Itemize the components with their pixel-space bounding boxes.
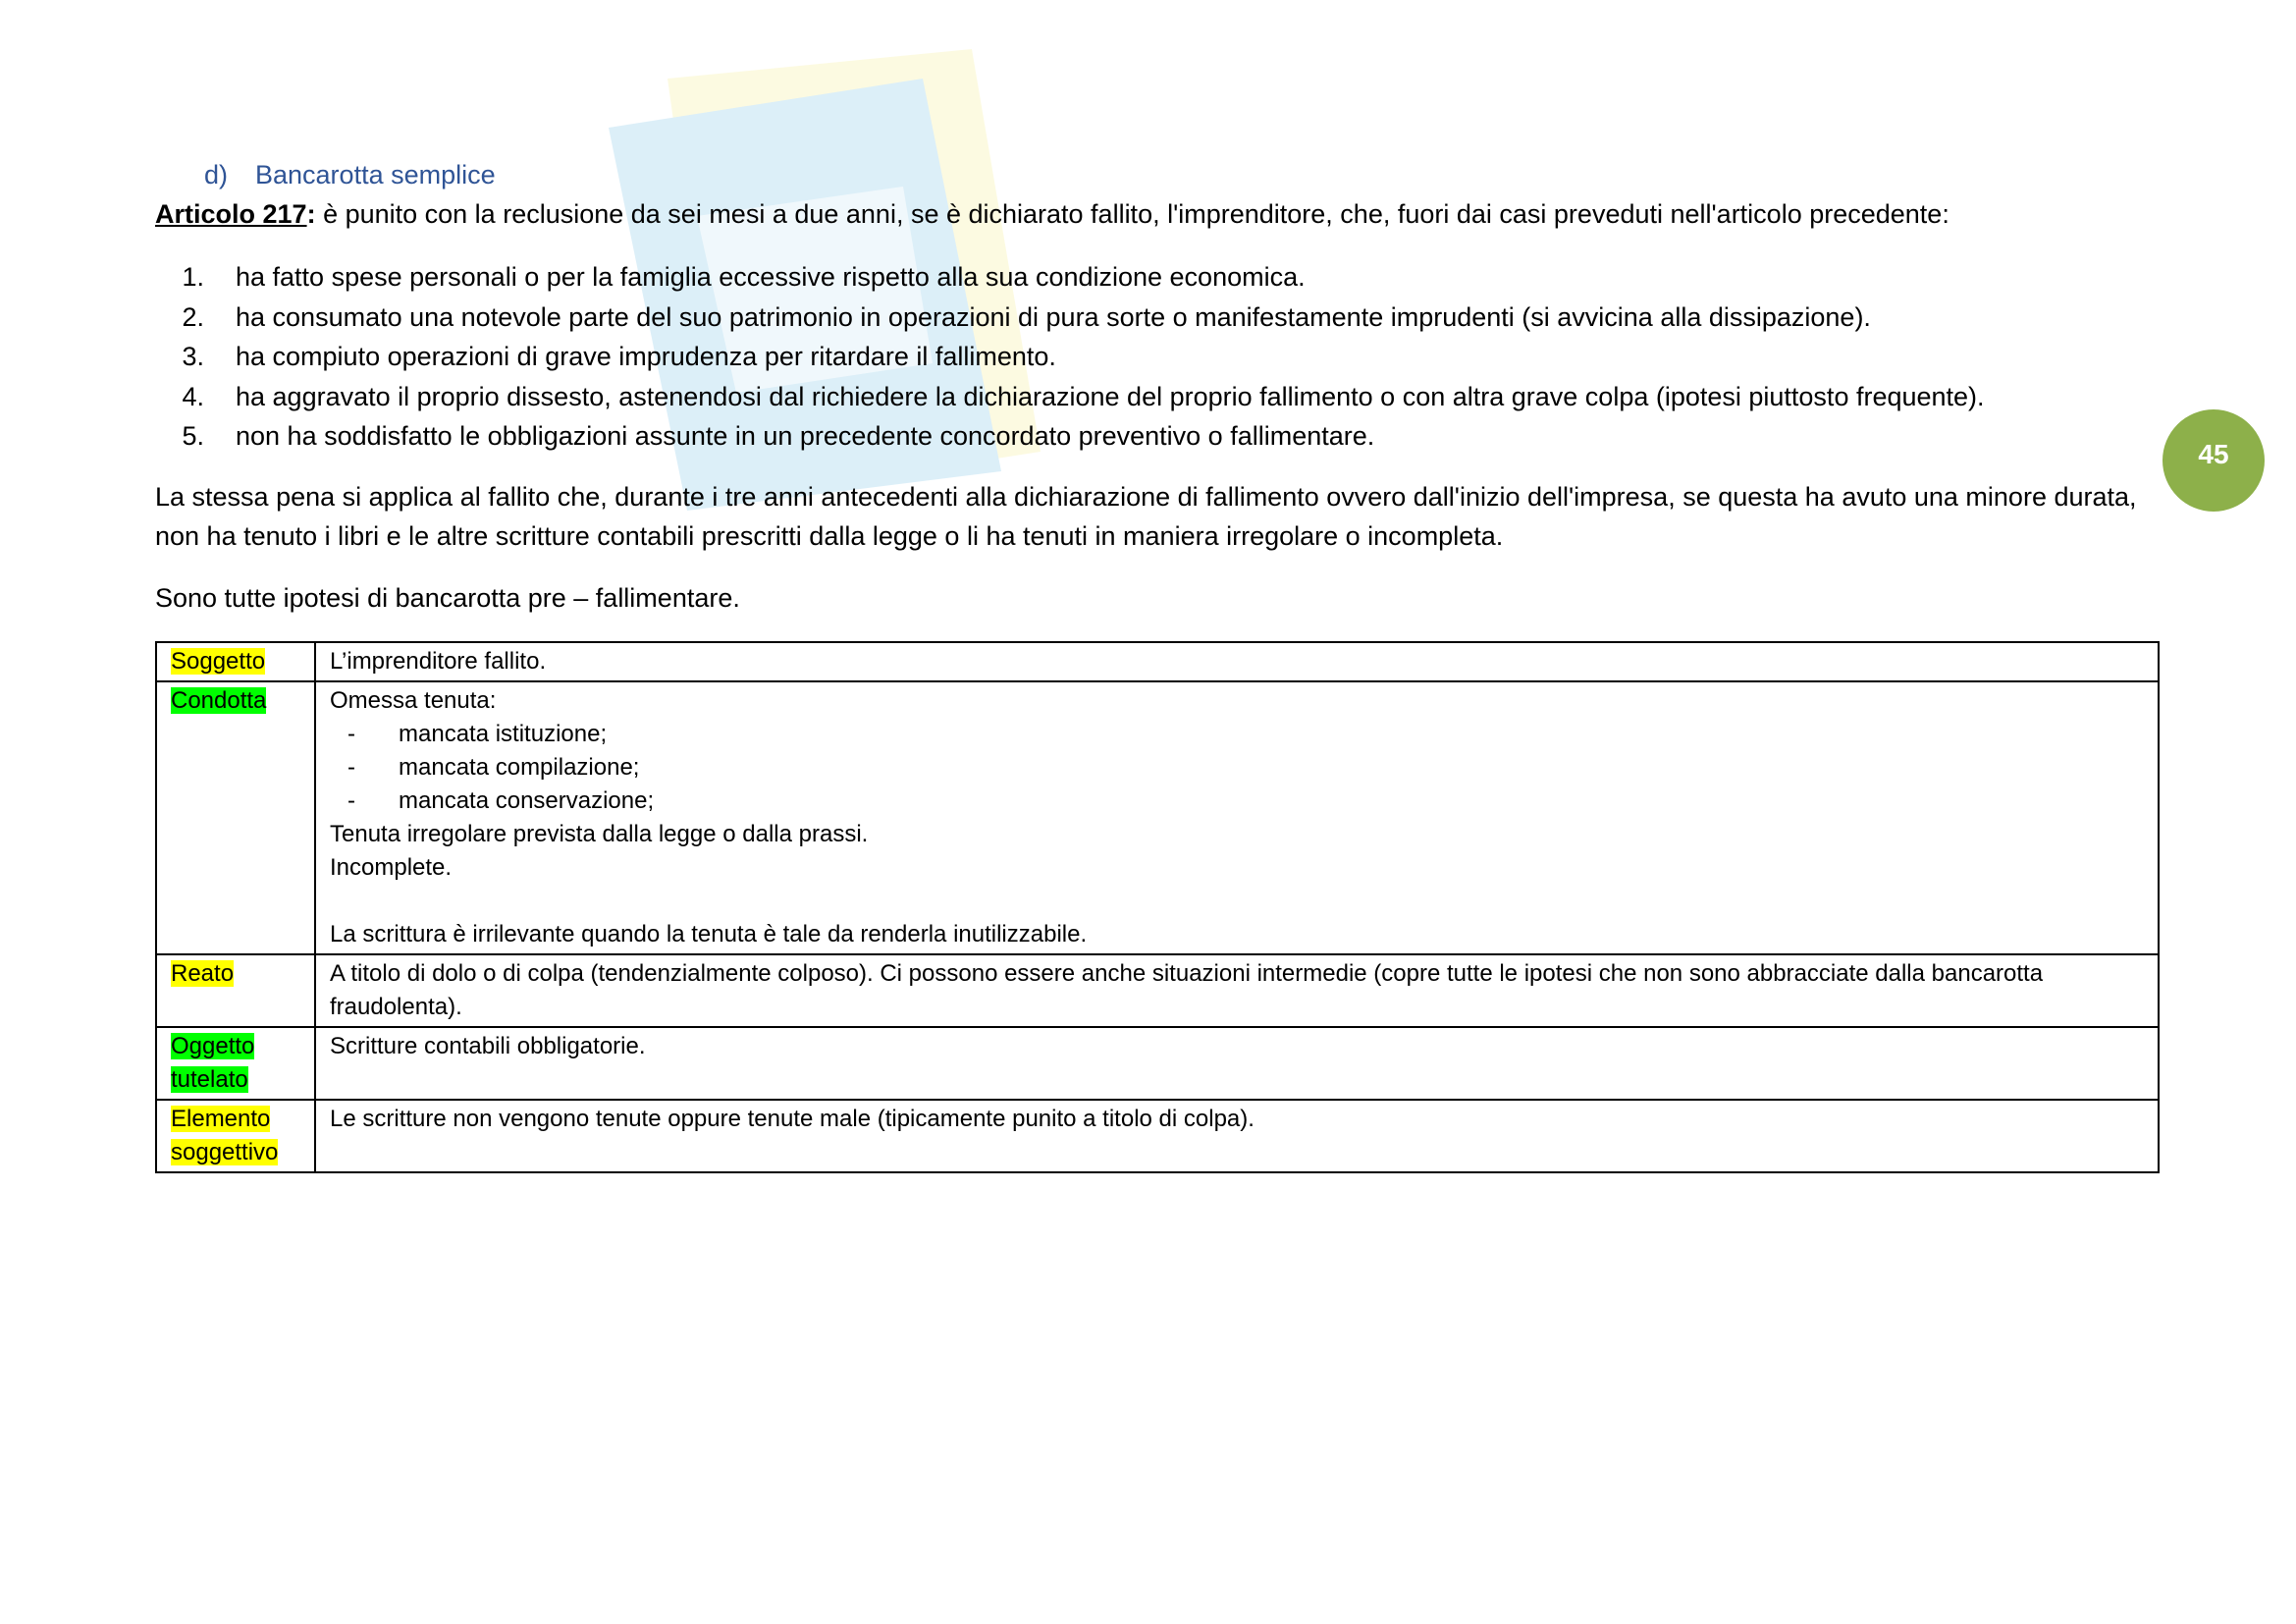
list-item <box>155 377 2158 417</box>
table-row <box>156 1027 2159 1100</box>
table-row <box>156 1100 2159 1172</box>
condotta-bullets <box>330 718 2144 818</box>
list-item-number: 3. <box>182 342 204 371</box>
row-label-cell <box>156 642 315 681</box>
list-item-number: 5. <box>182 421 204 451</box>
spacer <box>330 885 2144 918</box>
article-colon: : <box>306 199 316 229</box>
elemento-value: Le scritture non vengono tenute oppure tenute male (tipicamente punito a titolo di colpa). <box>315 1100 2159 1172</box>
oggetto-label-2: tutelato <box>171 1066 248 1093</box>
dash-marker: - <box>347 787 355 814</box>
condotta-label: Condotta <box>171 687 267 714</box>
oggetto-value: Scritture contabili obbligatorie. <box>315 1027 2159 1100</box>
list-item <box>155 298 2158 338</box>
bullet-text: mancata compilazione; <box>399 754 640 781</box>
summary-table <box>155 641 2160 1173</box>
article-paragraph <box>155 194 2138 234</box>
article-label: Articolo 217 <box>155 199 307 229</box>
list-item-number: 4. <box>182 381 204 411</box>
soggetto-label: Soggetto <box>171 648 266 675</box>
page-number: 45 <box>2198 439 2229 469</box>
section-heading <box>204 155 496 194</box>
list-item <box>155 337 2158 377</box>
list-item-number: 1. <box>182 262 204 292</box>
bullet-text: mancata istituzione; <box>399 721 608 747</box>
list-item <box>330 785 2144 818</box>
condotta-intro: Omessa tenuta: <box>330 687 497 714</box>
reato-value: A titolo di dolo o di colpa (tendenzialmente colposo). Ci possono essere anche situazioni intermedie (copre tutte le ipotesi che non sono abbracciate dalla bancarotta fraudolenta). <box>315 954 2159 1027</box>
row-label-cell <box>156 1100 315 1172</box>
row-label-cell <box>156 1027 315 1100</box>
list-item <box>330 718 2144 751</box>
reato-label: Reato <box>171 960 235 987</box>
list-item <box>330 751 2144 785</box>
table-row <box>156 642 2159 681</box>
list-item-text: ha compiuto operazioni di grave imprudenza per ritardare il fallimento. <box>236 342 1056 371</box>
table-row <box>156 954 2159 1027</box>
condotta-line-irrilevante: La scrittura è irrilevante quando la tenuta è tale da renderla inutilizzabile. <box>330 921 1088 947</box>
section-marker: d) <box>204 160 229 189</box>
dash-marker: - <box>347 754 355 781</box>
condotta-line-incomplete: Incomplete. <box>330 854 453 881</box>
soggetto-value: L’imprenditore fallito. <box>315 642 2159 681</box>
condotta-value <box>315 681 2159 954</box>
paragraph-ipotesi: Sono tutte ipotesi di bancarotta pre – fallimentare. <box>155 583 740 613</box>
bullet-text: mancata conservazione; <box>399 787 655 814</box>
row-label-cell <box>156 954 315 1027</box>
page-number-badge <box>2163 409 2265 512</box>
row-label-cell <box>156 681 315 954</box>
table-row <box>156 681 2159 954</box>
paragraph-stessa-pena: La stessa pena si applica al fallito che, durante i tre anni antecedenti alla dichiarazione di fallimento ovvero dall'inizio dell'impresa, se questa ha avuto una minore durata, non ha tenuto i libri e le altre scritture contabili prescritti dalla legge o li ha tenuti in maniera irregolare o incompleta. <box>155 482 2137 551</box>
list-item-number: 2. <box>182 301 204 332</box>
numbered-list <box>155 257 2158 457</box>
elemento-label-1: Elemento <box>171 1106 271 1132</box>
list-item-text: ha consumato una notevole parte del suo patrimonio in operazioni di pura sorte o manifestamente imprudenti (si avvicina alla dissipazione). <box>236 301 1871 332</box>
elemento-label-2: soggettivo <box>171 1139 279 1165</box>
condotta-line-irregolare: Tenuta irregolare prevista dalla legge o dalla prassi. <box>330 821 869 847</box>
list-item-text: ha aggravato il proprio dissesto, astenendosi dal richiedere la dichiarazione del proprio fallimento o con altra grave colpa (ipotesi piuttosto frequente). <box>236 381 1985 411</box>
dash-marker: - <box>347 721 355 747</box>
list-item-text: ha fatto spese personali o per la famiglia eccessive rispetto alla sua condizione economica. <box>236 262 1306 292</box>
section-title: Bancarotta semplice <box>255 160 496 189</box>
list-item-text: non ha soddisfatto le obbligazioni assunte in un precedente concordato preventivo o fallimentare. <box>236 421 1375 451</box>
list-item <box>155 257 2158 298</box>
article-text: è punito con la reclusione da sei mesi a due anni, se è dichiarato fallito, l'imprenditore, che, fuori dai casi preveduti nell'articolo precedente: <box>315 199 1949 229</box>
list-item <box>155 416 2158 457</box>
oggetto-label-1: Oggetto <box>171 1033 255 1059</box>
